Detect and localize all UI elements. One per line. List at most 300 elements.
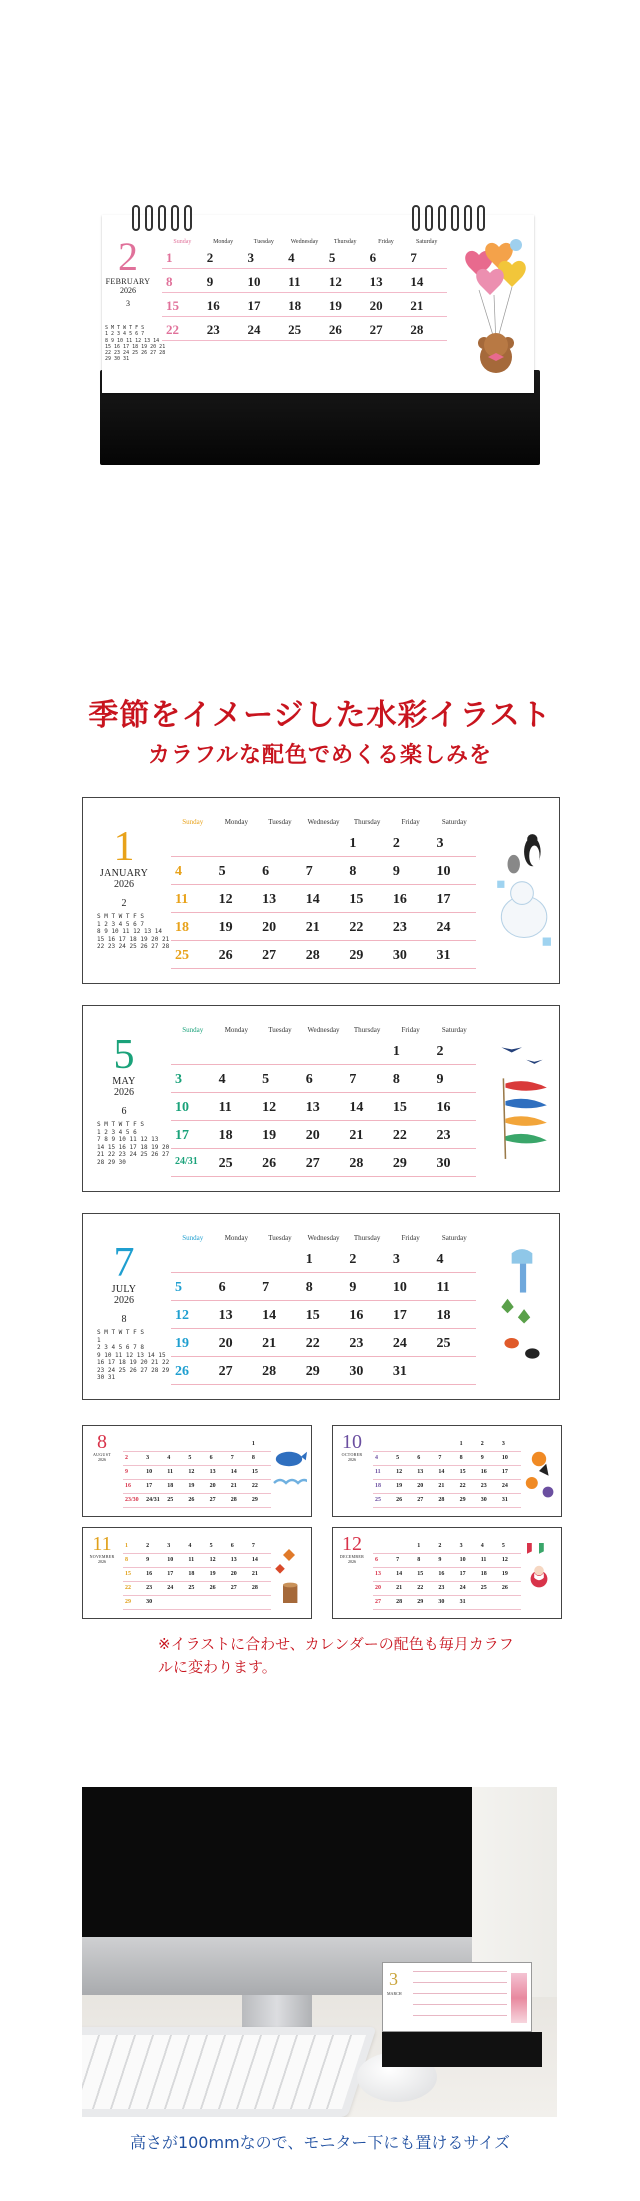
month-label-panel	[83, 1034, 165, 1191]
day-cell: 23	[480, 1483, 487, 1489]
day-cell: 5	[396, 1455, 400, 1461]
month-grid	[162, 239, 447, 341]
day-cell: 5	[328, 250, 336, 265]
day-cell: 23	[146, 1585, 153, 1591]
day-cell: 15	[459, 1469, 466, 1475]
week-row	[171, 1245, 476, 1273]
week-row	[171, 941, 476, 969]
day-cell: 28	[349, 1156, 364, 1171]
week-row	[171, 1273, 476, 1301]
day-cell: 13	[305, 1100, 320, 1115]
day-cell: 30	[146, 1599, 153, 1605]
month-year: 2026	[114, 1295, 134, 1306]
day-cell: 15	[251, 1469, 258, 1475]
desk-calendar-product	[100, 215, 540, 465]
day-cell: 15	[305, 1308, 320, 1323]
day-cell: 27	[417, 1497, 424, 1503]
day-cell: 9	[480, 1455, 484, 1461]
day-cell: 19	[209, 1571, 216, 1577]
week-row	[373, 1466, 521, 1480]
day-cell	[165, 1596, 186, 1609]
day-cell: 18	[188, 1571, 195, 1577]
month-number: 11	[92, 1533, 112, 1555]
day-cell: 10	[501, 1455, 508, 1461]
next-month-mini-calendar	[97, 1121, 169, 1166]
day-cell: 12	[218, 892, 233, 907]
week-row	[171, 1093, 476, 1121]
day-cell: 9	[349, 1280, 357, 1295]
keyboard	[82, 2027, 377, 2117]
month-card-november	[82, 1527, 312, 1619]
week-row	[373, 1494, 521, 1508]
month-year: 2026	[114, 879, 134, 890]
week-row	[373, 1480, 521, 1494]
day-cell: 25	[288, 322, 302, 337]
day-cell: 4	[375, 1455, 378, 1461]
day-cell: 11	[188, 1557, 195, 1563]
week-row	[373, 1452, 521, 1466]
day-cell: 15	[349, 892, 364, 907]
day-cell: 1	[251, 1441, 255, 1447]
day-cell: 20	[218, 1336, 233, 1351]
day-cell: 17	[392, 1308, 407, 1323]
day-cell: 19	[188, 1483, 195, 1489]
day-cell: 22	[166, 322, 179, 337]
day-cell: 20	[375, 1585, 381, 1591]
day-cell: 24	[247, 322, 261, 337]
week-row	[123, 1568, 271, 1582]
day-cell: 20	[230, 1571, 237, 1577]
day-cell: 31	[392, 1364, 407, 1379]
day-cell: 16	[392, 892, 407, 907]
day-cell: 12	[188, 1469, 195, 1475]
day-cell: 3	[167, 1543, 171, 1549]
month-year: 2026	[98, 1457, 106, 1462]
day-cell	[215, 1245, 259, 1272]
day-cell	[165, 1438, 186, 1451]
weekday-header: Thursday	[333, 239, 357, 245]
weekday-header-row	[171, 818, 476, 826]
day-cell: 22	[392, 1128, 407, 1143]
week-row	[123, 1466, 271, 1480]
day-cell: 6	[209, 1455, 213, 1461]
day-cell: 11	[480, 1557, 487, 1563]
month-name: MAY	[112, 1076, 136, 1087]
mini-calendar-illustration	[511, 1973, 527, 2023]
day-cell: 4	[167, 1455, 171, 1461]
day-cell: 1	[417, 1543, 421, 1549]
mini-calendar-month-name: MARCH	[387, 1991, 402, 1996]
week-row	[171, 857, 476, 885]
day-cell: 2	[392, 836, 400, 851]
month-card-july	[82, 1213, 560, 1400]
day-cell: 29	[125, 1599, 131, 1605]
day-cell: 19	[262, 1128, 277, 1143]
day-cell: 4	[218, 1072, 226, 1087]
day-cell: 26	[328, 322, 342, 337]
day-cell: 31	[501, 1497, 508, 1503]
day-cell: 18	[218, 1128, 233, 1143]
day-cell: 7	[230, 1455, 234, 1461]
day-cell: 24/31	[146, 1497, 160, 1503]
day-cell: 18	[436, 1308, 451, 1323]
day-cell: 8	[349, 864, 357, 879]
day-cell: 19	[501, 1571, 508, 1577]
day-cell: 18	[480, 1571, 487, 1577]
weekday-header: Wednesday	[290, 239, 319, 245]
day-cell: 16	[438, 1571, 445, 1577]
month-number: 12	[342, 1533, 362, 1555]
week-row	[373, 1540, 521, 1554]
day-cell: 23/30	[125, 1497, 139, 1503]
day-cell: 25	[167, 1497, 174, 1503]
halloween-pumpkins-illustration	[521, 1431, 557, 1511]
week-row	[171, 1149, 476, 1177]
day-cell: 4	[188, 1543, 192, 1549]
day-cell: 24	[459, 1585, 466, 1591]
mini-calendar-row: 9 10 11 12 13 14 15	[97, 1351, 166, 1359]
day-cell: 11	[175, 892, 189, 907]
day-cell: 14	[396, 1571, 403, 1577]
week-row	[162, 245, 447, 269]
day-cell: 4	[480, 1543, 484, 1549]
next-month-mini-calendar	[97, 913, 169, 951]
day-cell: 1	[125, 1543, 128, 1549]
day-cell: 26	[262, 1156, 277, 1171]
day-cell: 8	[392, 1072, 400, 1087]
weekday-header: Wednesday	[307, 818, 340, 826]
mini-calendar-month-number: 3	[389, 1969, 398, 1989]
day-cell: 15	[392, 1100, 407, 1115]
day-cell	[436, 1438, 457, 1451]
weekday-header: Friday	[401, 1026, 420, 1034]
whale-and-waves-illustration	[271, 1431, 307, 1511]
day-cell: 23	[438, 1585, 445, 1591]
weekday-header: Thursday	[353, 818, 381, 826]
day-cell: 12	[262, 1100, 277, 1115]
day-cell: 8	[251, 1455, 255, 1461]
headline-colorful: カラフルな配色でめくる楽しみを	[147, 743, 493, 768]
week-row	[171, 1329, 476, 1357]
day-cell: 30	[480, 1497, 487, 1503]
day-cell	[186, 1596, 207, 1609]
day-cell: 28	[230, 1497, 237, 1503]
week-row	[123, 1596, 271, 1610]
day-cell: 11	[167, 1469, 173, 1475]
weekday-header: Sunday	[182, 818, 204, 826]
month-grid	[123, 1540, 271, 1610]
day-cell: 1	[459, 1441, 463, 1447]
day-cell: 29	[459, 1497, 466, 1503]
day-cell: 9	[206, 274, 214, 289]
day-cell: 21	[251, 1571, 258, 1577]
day-cell: 26	[396, 1497, 403, 1503]
day-cell: 17	[436, 892, 451, 907]
next-month-number: 2	[121, 898, 127, 909]
day-cell: 29	[392, 1156, 407, 1171]
next-month-number: 8	[121, 1314, 127, 1325]
month-name: JULY	[111, 1284, 137, 1295]
day-cell: 11	[218, 1100, 232, 1115]
day-cell: 29	[251, 1497, 258, 1503]
day-cell: 26	[175, 1364, 189, 1379]
day-cell: 21	[410, 298, 424, 313]
day-cell: 16	[480, 1469, 487, 1475]
day-cell: 31	[436, 948, 451, 963]
month-number: 5	[113, 1032, 135, 1078]
day-cell: 2	[480, 1441, 484, 1447]
day-cell: 2	[349, 1252, 357, 1267]
day-cell: 5	[262, 1072, 270, 1087]
day-cell: 10	[167, 1557, 174, 1563]
weekday-header: Saturday	[441, 818, 467, 826]
day-cell: 26	[218, 948, 233, 963]
day-cell	[258, 829, 302, 856]
day-cell	[208, 1596, 229, 1609]
day-cell: 3	[392, 1252, 400, 1267]
weekday-header: Monday	[224, 818, 249, 826]
day-cell: 28	[262, 1364, 277, 1379]
day-cell: 18	[288, 298, 302, 313]
day-cell: 26	[188, 1497, 195, 1503]
headline-watercolor: 季節をイメージした水彩イラスト	[88, 698, 552, 733]
day-cell: 27	[375, 1599, 381, 1605]
day-cell: 16	[349, 1308, 364, 1323]
swallows-and-carp-streamers-illustration	[491, 1014, 553, 1184]
day-cell: 14	[262, 1308, 277, 1323]
day-cell: 17	[459, 1571, 466, 1577]
week-row	[123, 1494, 271, 1508]
week-row	[373, 1582, 521, 1596]
weekday-header: Monday	[224, 1234, 249, 1242]
monitor-screen	[82, 1787, 472, 1937]
weekday-header: Friday	[401, 818, 420, 826]
day-cell: 25	[175, 948, 189, 963]
day-cell	[258, 1037, 302, 1064]
day-cell: 13	[209, 1469, 216, 1475]
month-name: DECEMBER	[339, 1554, 365, 1559]
weekday-header-row	[171, 1234, 476, 1242]
day-cell: 6	[305, 1072, 313, 1087]
day-cell: 4	[436, 1252, 444, 1267]
day-cell: 14	[305, 892, 320, 907]
day-cell: 3	[175, 1072, 182, 1087]
week-row	[123, 1452, 271, 1466]
weekday-header: Tuesday	[253, 239, 274, 245]
day-cell: 14	[251, 1557, 258, 1563]
day-cell	[171, 1037, 215, 1064]
day-cell: 21	[438, 1483, 445, 1489]
day-cell: 22	[459, 1483, 466, 1489]
month-number: 8	[97, 1431, 107, 1453]
month-grid	[171, 1234, 476, 1385]
day-cell: 13	[369, 274, 383, 289]
day-cell: 26	[501, 1585, 508, 1591]
day-cell	[215, 829, 259, 856]
weekday-header: Tuesday	[268, 1026, 292, 1034]
day-cell: 14	[349, 1100, 364, 1115]
day-cell: 12	[396, 1469, 403, 1475]
next-month-number: 6	[121, 1106, 127, 1117]
day-cell: 28	[251, 1585, 258, 1591]
day-cell: 3	[501, 1441, 505, 1447]
day-cell: 6	[218, 1280, 226, 1295]
month-label-panel	[83, 1432, 121, 1516]
day-cell: 13	[230, 1557, 237, 1563]
day-cell: 5	[209, 1543, 213, 1549]
week-row	[171, 1301, 476, 1329]
day-cell: 6	[262, 864, 270, 879]
day-cell: 18	[167, 1483, 174, 1489]
weekday-header: Sunday	[173, 239, 192, 245]
day-cell: 30	[392, 948, 407, 963]
day-cell: 5	[501, 1543, 505, 1549]
day-cell: 9	[125, 1469, 128, 1475]
day-cell: 24	[392, 1336, 407, 1351]
day-cell: 15	[166, 298, 179, 313]
month-label-panel	[333, 1534, 371, 1618]
week-row	[373, 1554, 521, 1568]
day-cell: 10	[436, 864, 451, 879]
month-name: OCTOBER	[341, 1452, 363, 1457]
day-cell: 14	[438, 1469, 445, 1475]
month-name: AUGUST	[92, 1452, 112, 1457]
day-cell: 20	[369, 298, 383, 313]
day-cell: 11	[288, 274, 301, 289]
mini-calendar-grid	[413, 1971, 507, 2026]
mini-calendar-row: 7 8 9 10 11 12 13	[97, 1136, 159, 1143]
day-cell: 9	[438, 1557, 442, 1563]
day-cell: 3	[459, 1543, 463, 1549]
day-cell: 19	[218, 920, 233, 935]
day-cell: 8	[459, 1455, 463, 1461]
weekday-header: Saturday	[416, 239, 438, 245]
day-cell: 27	[305, 1156, 320, 1171]
week-row	[162, 317, 447, 341]
day-cell: 21	[262, 1336, 277, 1351]
month-card-october	[332, 1425, 562, 1517]
weekday-header: Sunday	[182, 1026, 204, 1034]
day-cell: 29	[305, 1364, 320, 1379]
day-cell: 2	[125, 1455, 128, 1461]
month-card-january	[82, 797, 560, 984]
mini-calendar-row: S M T W T F S	[97, 1329, 144, 1336]
santa-and-stockings-illustration	[521, 1533, 557, 1613]
day-cell: 31	[459, 1599, 466, 1605]
weekday-header: Friday	[401, 1234, 420, 1242]
day-cell: 16	[206, 298, 220, 313]
day-cell: 2	[438, 1543, 442, 1549]
day-cell: 13	[375, 1571, 381, 1577]
week-row	[171, 1037, 476, 1065]
weekday-header: Sunday	[182, 1234, 204, 1242]
week-row	[373, 1438, 521, 1452]
day-cell	[171, 1245, 215, 1272]
day-cell: 23	[349, 1336, 364, 1351]
day-cell: 23	[206, 322, 220, 337]
day-cell: 20	[262, 920, 277, 935]
weekday-header: Thursday	[353, 1026, 381, 1034]
week-row	[162, 293, 447, 317]
binding-rings-left	[132, 205, 192, 231]
size-caption: 高さが100mmなので、モニター下にも置けるサイズ	[129, 2133, 511, 2152]
color-change-note: ※イラストに合わせ、カレンダーの配色も毎月カラフルに変わります。	[158, 1635, 514, 1677]
day-cell: 30	[438, 1599, 445, 1605]
day-cell: 26	[209, 1585, 216, 1591]
weekday-header: Monday	[224, 1026, 249, 1034]
day-cell: 25	[436, 1336, 451, 1351]
month-card-august	[82, 1425, 312, 1517]
mini-calendar-row: 2 3 4 5 6 7 8	[97, 1344, 144, 1351]
weekday-header: Monday	[213, 239, 234, 245]
day-cell	[215, 1037, 259, 1064]
day-cell: 14	[230, 1469, 237, 1475]
day-cell: 14	[410, 274, 424, 289]
day-cell	[394, 1540, 415, 1553]
month-year: 2026	[114, 1087, 134, 1098]
weekday-header: Tuesday	[268, 1234, 292, 1242]
day-cell	[229, 1596, 250, 1609]
binding-rings-right	[412, 205, 485, 231]
week-row	[162, 269, 447, 293]
day-cell: 25	[218, 1156, 233, 1171]
mini-calendar-row: S M T W T F S	[97, 1121, 144, 1128]
autumn-leaves-and-stump-illustration	[271, 1533, 307, 1613]
day-cell	[373, 1540, 394, 1553]
day-cell: 4	[175, 864, 182, 879]
next-month-number: 3	[126, 299, 130, 308]
day-cell	[302, 829, 346, 856]
day-cell: 16	[436, 1100, 451, 1115]
day-cell: 28	[410, 322, 424, 337]
day-cell	[186, 1438, 207, 1451]
day-cell: 20	[305, 1128, 320, 1143]
day-cell: 4	[288, 250, 295, 265]
day-cell: 27	[230, 1585, 237, 1591]
day-cell: 7	[396, 1557, 400, 1563]
day-cell: 7	[438, 1455, 442, 1461]
mini-calendar-row: S M T W T F S	[97, 913, 144, 920]
mini-calendar-row: 16 17 18 19 20 21 22	[97, 1359, 170, 1366]
month-card-may	[82, 1005, 560, 1192]
mini-calendar-row: 1 2 3 4 5 6 7	[97, 920, 144, 928]
day-cell: 18	[175, 920, 189, 935]
day-cell: 28	[305, 948, 320, 963]
day-cell: 25	[188, 1585, 195, 1591]
weekday-header-row	[171, 1026, 476, 1034]
day-cell: 3	[247, 250, 254, 265]
day-cell: 27	[262, 948, 277, 963]
day-cell: 1	[349, 836, 357, 851]
month-label-panel	[333, 1432, 371, 1516]
month-grid	[171, 1026, 476, 1177]
day-cell: 30	[349, 1364, 364, 1379]
day-cell	[302, 1037, 346, 1064]
day-cell: 15	[125, 1571, 131, 1577]
day-cell: 8	[305, 1280, 313, 1295]
next-month-mini-calendar	[97, 1329, 169, 1382]
day-cell: 7	[349, 1072, 357, 1087]
day-cell	[500, 1596, 521, 1609]
month-number: 1	[113, 824, 135, 870]
day-cell	[373, 1438, 394, 1451]
day-cell: 12	[209, 1557, 216, 1563]
day-cell: 3	[146, 1455, 150, 1461]
day-cell: 10	[247, 274, 261, 289]
day-cell: 17	[175, 1128, 189, 1143]
day-cell: 8	[166, 274, 173, 289]
day-cell: 9	[146, 1557, 150, 1563]
